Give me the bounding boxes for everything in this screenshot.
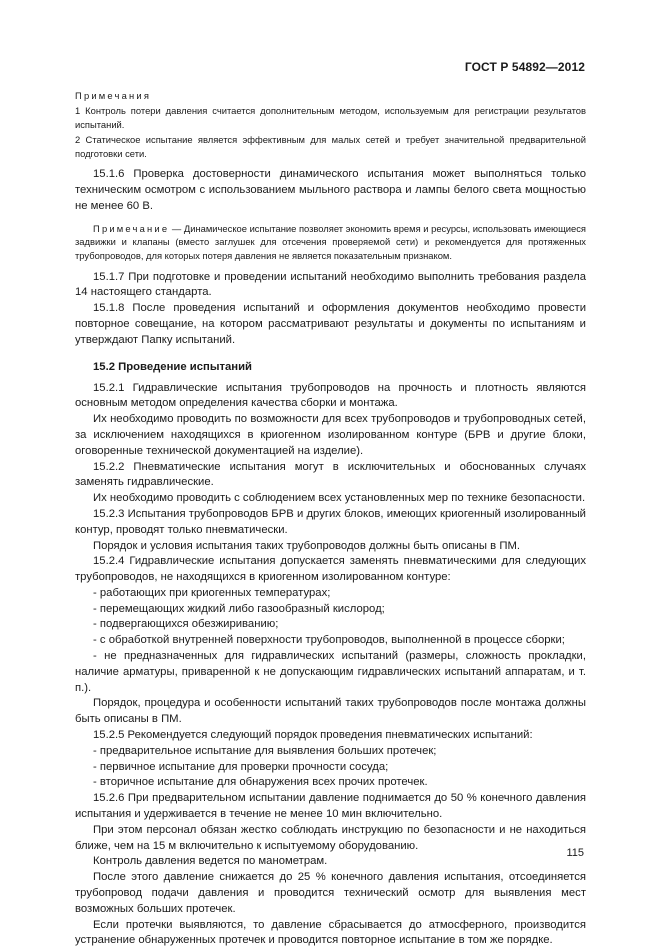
paragraph: При этом персонал обязан жестко соблюдать инструкцию по безопасности и не находиться ближе, чем на 15 м включительно к испытуемому оборудованию. xyxy=(75,823,586,852)
paragraph: 15.2.1 Гидравлические испытания трубопроводов на прочность и плотность являются основным методом определения качества сборки и монтажа. xyxy=(75,381,586,410)
list-item: - перемещающих жидкий либо газообразный кислород; xyxy=(93,602,385,615)
list-item: - предварительное испытание для выявления больших протечек; xyxy=(93,744,437,757)
paragraph: 15.2.4 Гидравлические испытания допускается заменять пневматическими для следующих трубопроводов, не находящихся в криогенном изолированном контуре: xyxy=(75,555,586,584)
note-item: 2 Статическое испытание является эффективным для малых сетей и требует значительной предварительной подготовки сети. xyxy=(75,134,586,159)
notes-title: Примечания xyxy=(75,90,152,101)
list-item: - не предназначенных для гидравлических испытаний (размеры, сложность прокладки, наличие арматуры, приваренной к не допускающим гидравлических испытаний аппаратам, и т. п.). xyxy=(75,650,586,694)
list-item: - с обработкой внутренней поверхности трубопроводов, выполненной в процессе сборки; xyxy=(93,634,565,647)
paragraph: 15.2.2 Пневматические испытания могут в исключительных и обоснованных случаях заменять гидравлические. xyxy=(75,460,586,489)
paragraph: Если протечки выявляются, то давление сбрасывается до атмосферного, производится устранение обнаруженных протечек и проводится повторное испытание в том же порядке. xyxy=(75,918,586,947)
paragraph: Их необходимо проводить с соблюдением всех установленных мер по технике безопасности. xyxy=(93,492,586,505)
paragraph: Порядок, процедура и особенности испытаний таких трубопроводов после монтажа должны быть описаны в ПМ. xyxy=(75,697,586,726)
list-item: - вторичное испытание для обнаружения всех прочих протечек. xyxy=(93,776,428,789)
paragraph: 15.2.5 Рекомендуется следующий порядок проведения пневматических испытаний: xyxy=(93,729,533,742)
list-item: - первичное испытание для проверки прочности сосуда; xyxy=(93,760,389,773)
standard-code: ГОСТ Р 54892—2012 xyxy=(464,60,585,74)
section-heading: 15.2 Проведение испытаний xyxy=(93,360,252,373)
paragraph: Порядок и условия испытания таких трубопроводов должны быть описаны в ПМ. xyxy=(93,539,520,552)
page-body xyxy=(75,90,586,949)
list-item: - работающих при криогенных температурах; xyxy=(93,586,331,599)
page-number: 115 xyxy=(566,847,584,859)
paragraph: Контроль давления ведется по манометрам. xyxy=(93,855,328,868)
note-item: 1 Контроль потери давления считается дополнительным методом, используемым для регистрации результатов испытаний. xyxy=(75,105,586,130)
note-dynamic xyxy=(75,222,586,263)
paragraph: Их необходимо проводить по возможности для всех трубопроводов и трубопроводных сетей, за исключением находящихся в криогенном изолированном контуре (БРВ и другие блоки, оговоренные технической документацией на изделие). xyxy=(75,413,586,457)
paragraph-15-1-7: 15.1.7 При подготовке и проведении испытаний необходимо выполнить требования раздела 14 настоящего стандарта. xyxy=(75,270,586,299)
list-item: - подвергающихся обезжириванию; xyxy=(93,618,279,631)
paragraph: 15.2.3 Испытания трубопроводов БРВ и других блоков, имеющих криогенный изолированный контур, проводят только пневматически. xyxy=(75,507,586,536)
paragraph-15-1-8: 15.1.8 После проведения испытаний и оформления документов необходимо провести повторное совещание, на котором рассматривают результаты и документы по испытаниям и утверждают Папку испытаний. xyxy=(75,302,586,346)
paragraph: После этого давление снижается до 25 % конечного давления испытания, отсоединяется трубопровод подачи давления и проводится технический осмотр для выявления мест возможных больших протечек. xyxy=(75,871,586,915)
note-text: — Динамическое испытание позволяет экономить время и ресурсы, использовать имеющиеся задвижки и клапаны (вместо заглушек для отсечения проверяемой сети) и рекомендуется для протяженных трубопроводов, для которых потеря давления не является показательным признаком. xyxy=(75,222,586,261)
paragraph-15-1-6: 15.1.6 Проверка достоверности динамического испытания может выполняться только техническим осмотром с использованием мыльного раствора и лампы белого света мощностью не менее 60 В. xyxy=(75,168,586,212)
paragraph: 15.2.6 При предварительном испытании давление поднимается до 50 % конечного давления испытания и удерживается в течение не менее 10 мин включительно. xyxy=(75,792,586,821)
note-label: Примечание xyxy=(93,222,170,234)
